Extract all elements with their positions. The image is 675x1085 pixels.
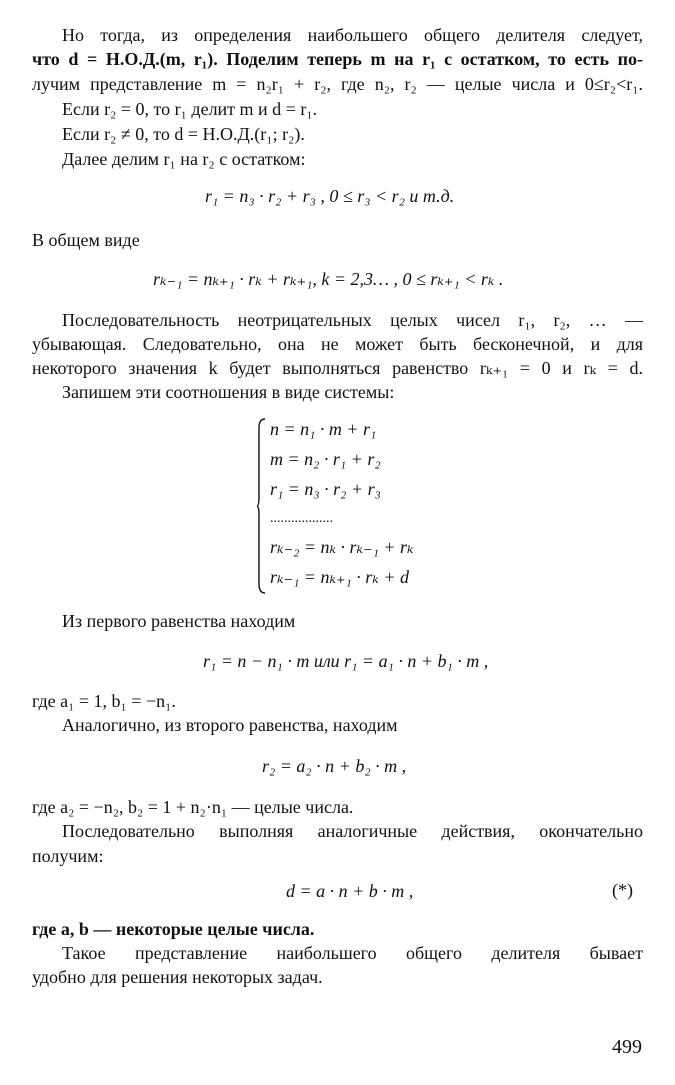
- system-equation: n = n₁ · m + r₁: [270, 419, 377, 439]
- equation-system: [256, 418, 456, 594]
- text-line: убывающая. Следовательно, она не может быть бесконечной, и для: [32, 334, 643, 354]
- text-line: некоторого значения k будет выполняться равенство rₖ₊₁ = 0 и rₖ = d.: [32, 358, 643, 378]
- text-line: Последовательность неотрицательных целых чисел r₁, r₂, … —: [62, 310, 643, 330]
- brace-icon: [256, 418, 266, 594]
- text-line: получим:: [32, 846, 104, 866]
- formula: r₁ = n₃ · r₂ + r₃ , 0 ≤ r₃ < r₂ и т.д.: [205, 186, 455, 206]
- system-equation: rₖ₋₁ = nₖ₊₁ · rₖ + d: [270, 567, 410, 587]
- text-line: лучим представление m = n₂r₁ + r₂, где n₂, r₂ — целые числа и 0≤r₂<r₁.: [32, 74, 643, 94]
- text-line: Но тогда, из определения наибольшего общего делителя следует,: [62, 25, 643, 45]
- text-line: Такое представление наибольшего общего делителя бывает: [62, 943, 643, 963]
- text-line: удобно для решения некоторых задач.: [32, 967, 323, 987]
- text-line: где a, b — некоторые целые числа.: [32, 919, 315, 939]
- text-line: Последовательно выполняя аналогичные действия, окончательно: [62, 821, 643, 841]
- text-line: Аналогично, из второго равенства, находим: [62, 715, 398, 735]
- text-line: где a₁ = 1, b₁ = −n₁.: [32, 691, 176, 711]
- text-line: что d = Н.О.Д.(m, r₁). Поделим теперь m на r₁ с остатком, то есть по-: [32, 49, 643, 69]
- equation-tag: (*): [612, 880, 633, 900]
- formula: r₁ = n − n₁ · m или r₁ = a₁ · n + b₁ · m ,: [203, 651, 489, 671]
- system-equation: r₁ = n₃ · r₂ + r₃: [270, 479, 381, 499]
- system-equation: rₖ₋₂ = nₖ · rₖ₋₁ + rₖ: [270, 537, 414, 557]
- text-line: Если r₂ = 0, то r₁ делит m и d = r₁.: [62, 99, 318, 119]
- system-equation: m = n₂ · r₁ + r₂: [270, 449, 381, 469]
- text-line: Из первого равенства находим: [62, 611, 296, 631]
- text-line: Если r₂ ≠ 0, то d = Н.О.Д.(r₁; r₂).: [62, 124, 305, 144]
- formula: rₖ₋₁ = nₖ₊₁ · rₖ + rₖ₊₁, k = 2,3… , 0 ≤ rₖ₊₁ < rₖ .: [153, 269, 504, 289]
- page-number: 499: [612, 1036, 642, 1058]
- text-line: Далее делим r₁ на r₂ с остатком:: [62, 149, 306, 169]
- system-ellipsis: ..................: [270, 511, 333, 526]
- text-line: В общем виде: [32, 230, 140, 250]
- text-line: где a₂ = −n₂, b₂ = 1 + n₂·n₁ — целые числа.: [32, 797, 354, 817]
- formula: d = a · n + b · m ,: [286, 881, 414, 901]
- text-line: Запишем эти соотношения в виде системы:: [62, 382, 395, 402]
- formula: r₂ = a₂ · n + b₂ · m ,: [262, 756, 407, 776]
